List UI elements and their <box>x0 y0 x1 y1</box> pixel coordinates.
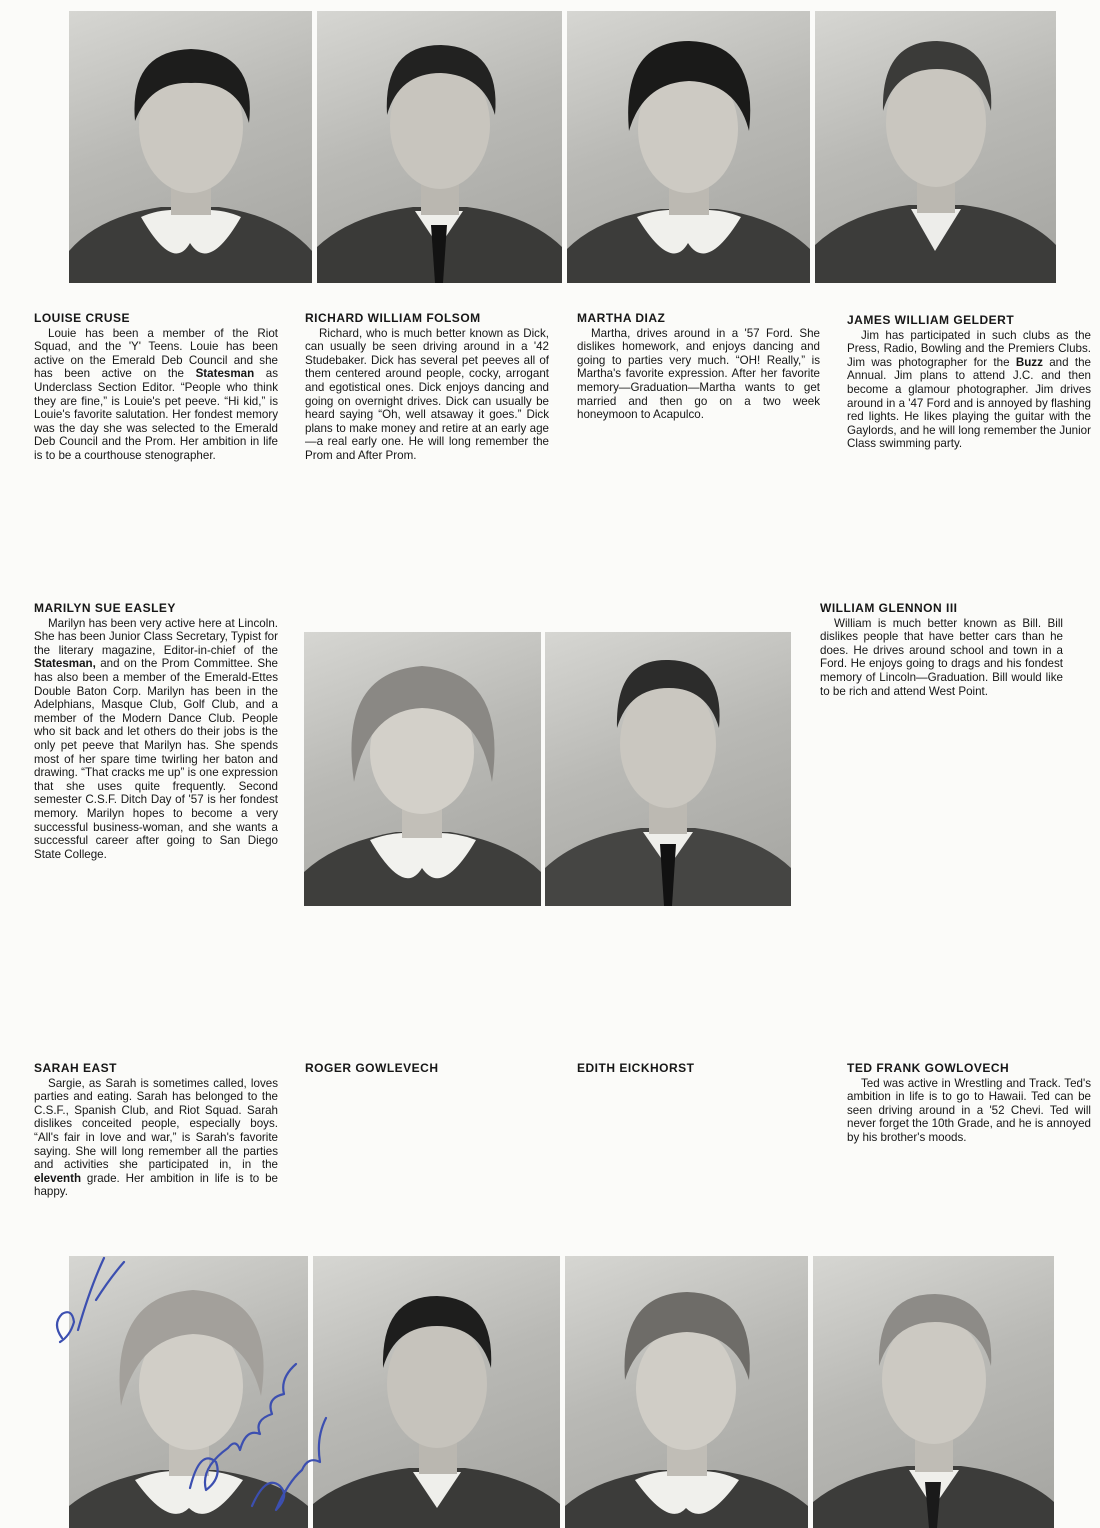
bio-text-run: William is much better known as Bill. Bill dislikes people that have better cars than he does. He drives around school and town in a Ford. He enjoys going to drags and his fondest memory of Lincoln—Graduation. Bill would like to be rich and attend West Point. <box>820 616 1063 698</box>
student-bio-text <box>34 1077 278 1199</box>
student-bio-edith-eickhorst <box>577 1062 820 1077</box>
student-name: TED FRANK GOWLOVECH <box>847 1061 1010 1075</box>
bio-text-run: and the Annual. Jim plans to attend J.C. and then become a glamour photographer. Jim drives around in a '47 Ford and is annoyed by flashing red lights. He likes playing the guitar with the Gaylords, and he will long remember the Junior Class swimming party. <box>847 355 1091 451</box>
portrait-martha-diaz <box>567 11 810 283</box>
portrait-drawing <box>815 11 1056 283</box>
student-bio-sarah-east <box>34 1062 278 1199</box>
bio-text-run: grade. Her ambition in life is to be happy. <box>34 1171 278 1199</box>
bio-bold-text: Statesman, <box>34 657 96 671</box>
portrait-drawing <box>317 11 562 283</box>
student-bio-text <box>847 329 1091 451</box>
portrait-william-glennon-iii <box>545 632 791 906</box>
portrait-drawing <box>313 1256 560 1528</box>
portrait-edith-eickhorst <box>565 1256 808 1528</box>
student-bio-william-glennon-iii <box>820 602 1063 698</box>
student-bio-martha-diaz <box>577 312 820 422</box>
student-bio-text <box>820 617 1063 699</box>
student-name: SARAH EAST <box>34 1061 118 1075</box>
bio-text-run: and on the Prom Committee. She has also been a member of the Emerald-Ettes Double Baton Corp. Marilyn has been in the Adelphians, Masque Club, Golf Club, and a member of the Modern Dance Club. People who sit back and let others do their jobs is the only pet peeve that Marilyn has. She spends most of her spare time twirling her baton and drawing. “That cracks me up” is one expression that she uses quite frequently. Second semester C.S.F. Ditch Day of '57 is her fondest memory. Marilyn hopes to become a very successful business-woman, and she wants a successful career after going to San Diego State College. <box>34 657 278 861</box>
student-name: MARTHA DIAZ <box>577 311 666 325</box>
bio-text-run: Ted was active in Wrestling and Track. Ted's ambition in life is to go to Hawaii. Ted can be seen driving around in a '52 Chevi. Ted will never forget the 10th Grade, and he is annoyed by his brother's moods. <box>847 1076 1091 1144</box>
student-bio-louise-cruse <box>34 312 278 463</box>
student-bio-roger-gowlevech <box>305 1062 549 1077</box>
student-bio-text <box>847 1077 1091 1145</box>
student-name: LOUISE CRUSE <box>34 311 131 325</box>
bio-text-run: Jim has participated in such clubs as the Press, Radio, Bowling and the Premiers Clubs. Jim was photographer for the <box>847 328 1091 369</box>
student-name: WILLIAM GLENNON III <box>820 601 958 615</box>
portrait-drawing <box>565 1256 808 1528</box>
student-bio-richard-william-folsom <box>305 312 549 463</box>
portrait-marilyn-sue-easley <box>304 632 541 906</box>
bio-bold-text: Statesman <box>195 367 255 381</box>
student-bio-marilyn-sue-easley <box>34 602 278 861</box>
bio-text-run: Sargie, as Sarah is sometimes called, loves parties and eating. Sarah has belonged to the C.S.F., Spanish Club, and Riot Squad. Sarah dislikes conceited people, especially boys. “All's fair in love and war,” is Sarah's favorite saying. She will long remember all the parties and activities she participated in, in the <box>34 1076 278 1172</box>
student-bio-ted-frank-gowlovech <box>847 1062 1091 1145</box>
bio-bold-text: eleventh <box>34 1171 82 1185</box>
portrait-drawing <box>567 11 810 283</box>
portrait-drawing <box>545 632 791 906</box>
student-bio-text <box>577 327 820 422</box>
bio-text-run: Louie has been a member of the Riot Squad, and the 'Y' Teens. Louie has been active on the Emerald Deb Council and she has been active on the <box>34 326 278 381</box>
student-bio-james-william-geldert <box>847 314 1091 451</box>
student-bio-text <box>305 327 549 463</box>
bio-text-run: as Underclass Section Editor. “People who think they are fine,” is Louie's pet peeve. “Hi kid,” is Louie's favorite salutation. Her fondest memory was the day she was selected to the Emerald Deb Council and the Prom. Her ambition in life is to be a courthouse stenographer. <box>34 367 279 462</box>
handwritten-signature <box>40 1238 340 1528</box>
student-name: MARILYN SUE EASLEY <box>34 601 176 615</box>
portrait-louise-cruse <box>69 11 312 283</box>
student-name: RICHARD WILLIAM FOLSOM <box>305 311 481 325</box>
student-bio-text <box>34 327 278 463</box>
student-bio-text <box>34 617 278 862</box>
portrait-drawing <box>69 11 312 283</box>
bio-text-run: Richard, who is much better known as Dick, can usually be seen driving around in a '42 Studebaker. Dick has several pet peeves all of them centered around people, cocky, arrogant and egotistical ones. Dick enjoys dancing and going on overnight drives. Dick can usually be heard saying “Oh, well atsaway it goes.” Dick plans to make money and retire at an early age—a real early one. He will long remember the Prom and After Prom. <box>305 326 549 462</box>
bio-bold-text: Buzz <box>1015 355 1043 369</box>
bio-text-run: Martha, drives around in a '57 Ford. She dislikes homework, and enjoys dancing and going to parties very much. “OH! Really,” is Martha's favorite expression. After her favorite memory—Graduation—Martha wants to get married and then go on a two week honeymoon to Acapulco. <box>577 326 820 422</box>
portrait-richard-william-folsom <box>317 11 562 283</box>
bio-text-run: Marilyn has been very active here at Lincoln. She has been Junior Class Secretary, Typist for the literary magazine, Editor-in-chief of the <box>34 616 278 657</box>
portrait-roger-gowlevech <box>313 1256 560 1528</box>
student-name: EDITH EICKHORST <box>577 1061 695 1075</box>
student-name: JAMES WILLIAM GELDERT <box>847 313 1015 327</box>
student-name: ROGER GOWLEVECH <box>305 1061 439 1075</box>
portrait-drawing <box>813 1256 1054 1528</box>
portrait-ted-frank-gowlovech <box>813 1256 1054 1528</box>
portrait-james-william-geldert <box>815 11 1056 283</box>
portrait-drawing <box>304 632 541 906</box>
